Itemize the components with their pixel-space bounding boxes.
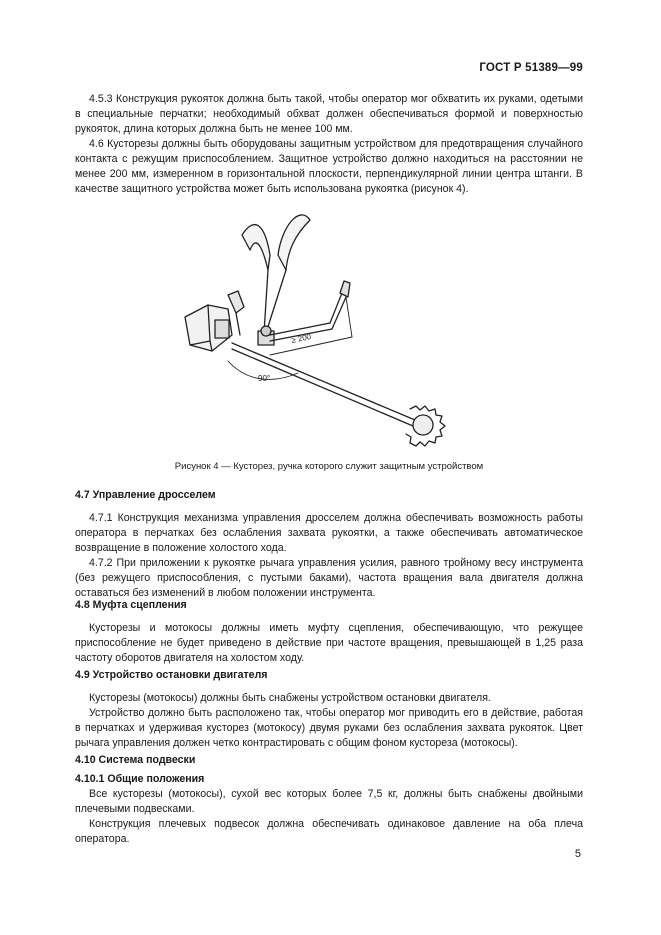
document-header: ГОСТ Р 51389—99 [479, 62, 583, 74]
dimension-label: ≥ 200 [290, 332, 312, 345]
figure-4 [170, 195, 490, 455]
section-title-4-9: 4.9 Устройство остановки двигателя [75, 669, 268, 681]
paragraph-4-7-1: 4.7.1 Конструкция механизма управления дросселем должна обеспечивать возможность работы оператора в перчатках без ослабления захвата рукоятки, а также обеспечивать автоматическое возвращение в положение холостого хода. [75, 512, 583, 554]
angle-label: 90° [258, 374, 271, 383]
section-4-9 [75, 668, 583, 751]
paragraph-4-9-2: Устройство должно быть расположено так, чтобы оператор мог приводить его в действие, работая в перчатках и удерживая кусторез (мотокосу) двумя руками без ослабления захвата рукояток. Цвет рычага управления должен четко контрастировать с общим фоном кустореза (мотокосы). [75, 707, 583, 749]
brushcutter-drawing-icon [170, 195, 490, 455]
paragraph-4-8: Кусторезы и мотокосы должны иметь муфту сцепления, обеспечивающую, что режущее приспособление не будет приведено в действие при частоте вращения, превышающей в 1,25 раза частоту оборотов двигателя на холостом ходу. [75, 622, 583, 664]
section-title-4-8: 4.8 Муфта сцепления [75, 599, 187, 611]
page-number: 5 [574, 848, 581, 860]
section-4-7 [75, 488, 583, 601]
paragraph-4-7-2: 4.7.2 При приложении к рукоятке рычага управления усилия, равного тройному весу инструмента (без режущего приспособления, с пустыми баками), частота вращения вала двигателя должна оставаться без изменений в любом положении инструмента. [75, 557, 583, 599]
paragraph-4-10-2: Конструкция плечевых подвесок должна обеспечивать одинаковое давление на оба плеча оператора. [75, 818, 583, 845]
section-4-8 [75, 598, 583, 666]
paragraph-4-9-1: Кусторезы (мотокосы) должны быть снабжены устройством остановки двигателя. [89, 692, 491, 704]
paragraph-4-5-3: 4.5.3 Конструкция рукояток должна быть такой, чтобы оператор мог обхватить их руками, одетыми в специальные перчатки; необходимый обхват должен обеспечиваться формой и поверхностью рукояток, длина которых должна быть не менее 100 мм. [75, 93, 583, 135]
intro-text [75, 92, 583, 197]
paragraph-4-10-1: Все кусторезы (мотокосы), сухой вес которых более 7,5 кг, должны быть снабжены двойными плечевыми подвесками. [75, 788, 583, 815]
paragraph-4-6: 4.6 Кусторезы должны быть оборудованы защитным устройством для предотвращения случайного контакта с режущим приспособлением. Защитное устройство должно находиться на расстоянии не менее 200 мм, измеренном в горизонтальной плоскости, перпендикулярной линии центра штанги. В качестве защитного устройства может быть использована рукоятка (рисунок 4). [75, 138, 583, 195]
section-title-4-7: 4.7 Управление дросселем [75, 489, 216, 501]
section-4-10 [75, 753, 583, 847]
subsection-title-4-10-1: 4.10.1 Общие положения [75, 773, 205, 785]
section-title-4-10: 4.10 Система подвески [75, 754, 196, 766]
figure-caption: Рисунок 4 — Кусторез, ручка которого служит защитным устройством [174, 461, 484, 472]
